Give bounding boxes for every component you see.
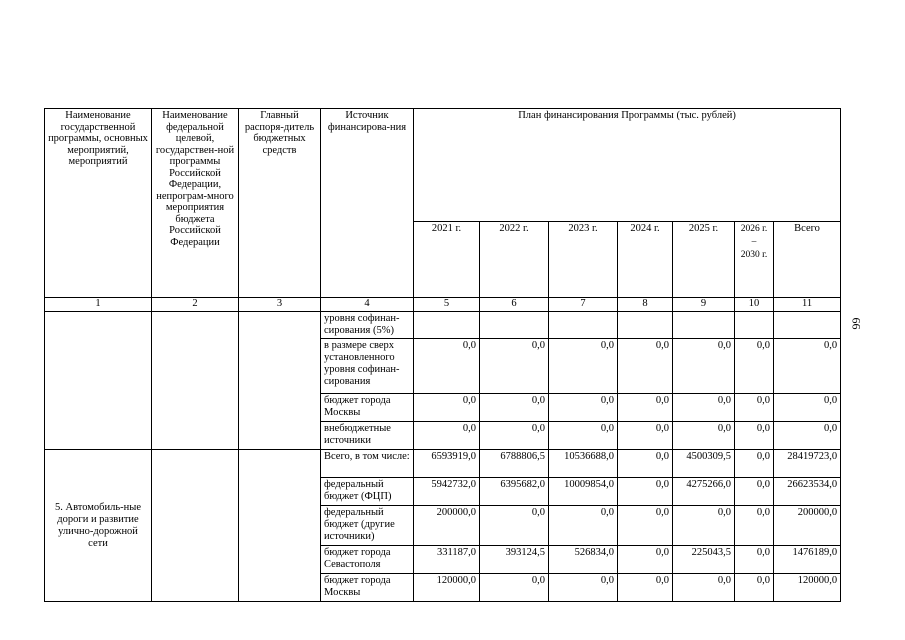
source-cell: Всего, в том числе: bbox=[321, 450, 414, 478]
col-number: 2 bbox=[152, 298, 239, 312]
value-cell: 0,0 bbox=[618, 478, 673, 506]
table-row bbox=[45, 312, 841, 339]
header-year-2023: 2023 г. bbox=[549, 222, 618, 298]
header-source: Источник финансирова-ния bbox=[321, 109, 414, 298]
value-cell: 331187,0 bbox=[414, 546, 480, 574]
col-number: 7 bbox=[549, 298, 618, 312]
col-number: 9 bbox=[673, 298, 735, 312]
value-cell: 120000,0 bbox=[414, 574, 480, 602]
value-cell: 6395682,0 bbox=[480, 478, 549, 506]
col-number: 5 bbox=[414, 298, 480, 312]
value-cell: 200000,0 bbox=[414, 506, 480, 546]
source-cell: бюджет города Москвы bbox=[321, 574, 414, 602]
header-federal-program: Наименование федеральной целевой, государствен-ной программы Российской Федерации, непрограм-много мероприятия бюджета Российской Федерации bbox=[152, 109, 239, 298]
program-name-cell bbox=[45, 312, 152, 450]
value-cell: 0,0 bbox=[480, 422, 549, 450]
value-cell bbox=[673, 312, 735, 339]
header-year-2024: 2024 г. bbox=[618, 222, 673, 298]
value-cell: 28419723,0 bbox=[774, 450, 841, 478]
header-year-2025: 2025 г. bbox=[673, 222, 735, 298]
value-cell: 0,0 bbox=[673, 339, 735, 394]
value-cell: 0,0 bbox=[673, 422, 735, 450]
value-cell: 10009854,0 bbox=[549, 478, 618, 506]
value-cell: 0,0 bbox=[618, 422, 673, 450]
period-start: 2026 г. bbox=[740, 224, 768, 234]
value-cell: 225043,5 bbox=[673, 546, 735, 574]
value-cell: 0,0 bbox=[618, 450, 673, 478]
value-cell: 0,0 bbox=[618, 394, 673, 422]
value-cell: 0,0 bbox=[673, 394, 735, 422]
value-cell: 0,0 bbox=[618, 339, 673, 394]
value-cell: 0,0 bbox=[480, 394, 549, 422]
value-cell: 6593919,0 bbox=[414, 450, 480, 478]
value-cell: 0,0 bbox=[735, 339, 774, 394]
value-cell: 0,0 bbox=[735, 546, 774, 574]
source-cell: федеральный бюджет (ФЦП) bbox=[321, 478, 414, 506]
value-cell: 0,0 bbox=[673, 506, 735, 546]
col-number: 3 bbox=[239, 298, 321, 312]
value-cell: 5942732,0 bbox=[414, 478, 480, 506]
value-cell: 1476189,0 bbox=[774, 546, 841, 574]
header-year-2022: 2022 г. bbox=[480, 222, 549, 298]
value-cell: 0,0 bbox=[774, 339, 841, 394]
value-cell: 0,0 bbox=[774, 422, 841, 450]
value-cell: 120000,0 bbox=[774, 574, 841, 602]
value-cell bbox=[549, 312, 618, 339]
value-cell: 0,0 bbox=[549, 422, 618, 450]
source-cell: бюджет города Москвы bbox=[321, 394, 414, 422]
value-cell: 0,0 bbox=[549, 574, 618, 602]
period-dash: – bbox=[751, 237, 757, 247]
value-cell: 393124,5 bbox=[480, 546, 549, 574]
header-period-2026-2030 bbox=[735, 222, 774, 298]
value-cell: 0,0 bbox=[480, 574, 549, 602]
header-year-2021: 2021 г. bbox=[414, 222, 480, 298]
col-number: 8 bbox=[618, 298, 673, 312]
value-cell: 0,0 bbox=[735, 450, 774, 478]
value-cell: 0,0 bbox=[774, 394, 841, 422]
value-cell: 0,0 bbox=[414, 394, 480, 422]
source-cell: в размере сверх установленного уровня софинан-сирования bbox=[321, 339, 414, 394]
header-administrator: Главный распоря-дитель бюджетных средств bbox=[239, 109, 321, 298]
value-cell: 0,0 bbox=[618, 546, 673, 574]
value-cell: 26623534,0 bbox=[774, 478, 841, 506]
value-cell: 0,0 bbox=[414, 339, 480, 394]
col-number: 4 bbox=[321, 298, 414, 312]
value-cell: 0,0 bbox=[549, 394, 618, 422]
value-cell: 0,0 bbox=[549, 339, 618, 394]
value-cell: 0,0 bbox=[735, 422, 774, 450]
administrator-cell bbox=[239, 450, 321, 602]
source-cell: уровня софинан-сирования (5%) bbox=[321, 312, 414, 339]
col-number: 10 bbox=[735, 298, 774, 312]
program-name-cell: 5. Автомобиль-ные дороги и развитие улично-дорожной сети bbox=[45, 450, 152, 602]
value-cell: 10536688,0 bbox=[549, 450, 618, 478]
col-number: 11 bbox=[774, 298, 841, 312]
page-number: 66 bbox=[849, 317, 864, 330]
federal-program-cell bbox=[152, 312, 239, 450]
period-end: 2030 г. bbox=[740, 250, 768, 260]
header-total: Всего bbox=[774, 222, 841, 298]
col-number: 1 bbox=[45, 298, 152, 312]
table-row bbox=[45, 450, 841, 478]
value-cell bbox=[414, 312, 480, 339]
source-cell: внебюджетные источники bbox=[321, 422, 414, 450]
value-cell: 6788806,5 bbox=[480, 450, 549, 478]
value-cell bbox=[774, 312, 841, 339]
value-cell: 0,0 bbox=[480, 506, 549, 546]
value-cell: 0,0 bbox=[618, 506, 673, 546]
value-cell bbox=[735, 312, 774, 339]
administrator-cell bbox=[239, 312, 321, 450]
column-number-row bbox=[45, 298, 841, 312]
value-cell bbox=[480, 312, 549, 339]
value-cell: 0,0 bbox=[618, 574, 673, 602]
value-cell: 0,0 bbox=[735, 478, 774, 506]
value-cell: 0,0 bbox=[480, 339, 549, 394]
value-cell: 526834,0 bbox=[549, 546, 618, 574]
value-cell: 0,0 bbox=[735, 506, 774, 546]
financing-table bbox=[44, 108, 841, 602]
value-cell: 4275266,0 bbox=[673, 478, 735, 506]
header-plan: План финансирования Программы (тыс. рублей) bbox=[414, 109, 841, 222]
value-cell: 0,0 bbox=[673, 574, 735, 602]
federal-program-cell bbox=[152, 450, 239, 602]
col-number: 6 bbox=[480, 298, 549, 312]
value-cell: 4500309,5 bbox=[673, 450, 735, 478]
value-cell: 0,0 bbox=[735, 574, 774, 602]
value-cell bbox=[618, 312, 673, 339]
value-cell: 0,0 bbox=[414, 422, 480, 450]
header-program-name: Наименование государственной программы, основных мероприятий, мероприятий bbox=[45, 109, 152, 298]
value-cell: 0,0 bbox=[735, 394, 774, 422]
value-cell: 200000,0 bbox=[774, 506, 841, 546]
value-cell: 0,0 bbox=[549, 506, 618, 546]
source-cell: федеральный бюджет (другие источники) bbox=[321, 506, 414, 546]
source-cell: бюджет города Севастополя bbox=[321, 546, 414, 574]
